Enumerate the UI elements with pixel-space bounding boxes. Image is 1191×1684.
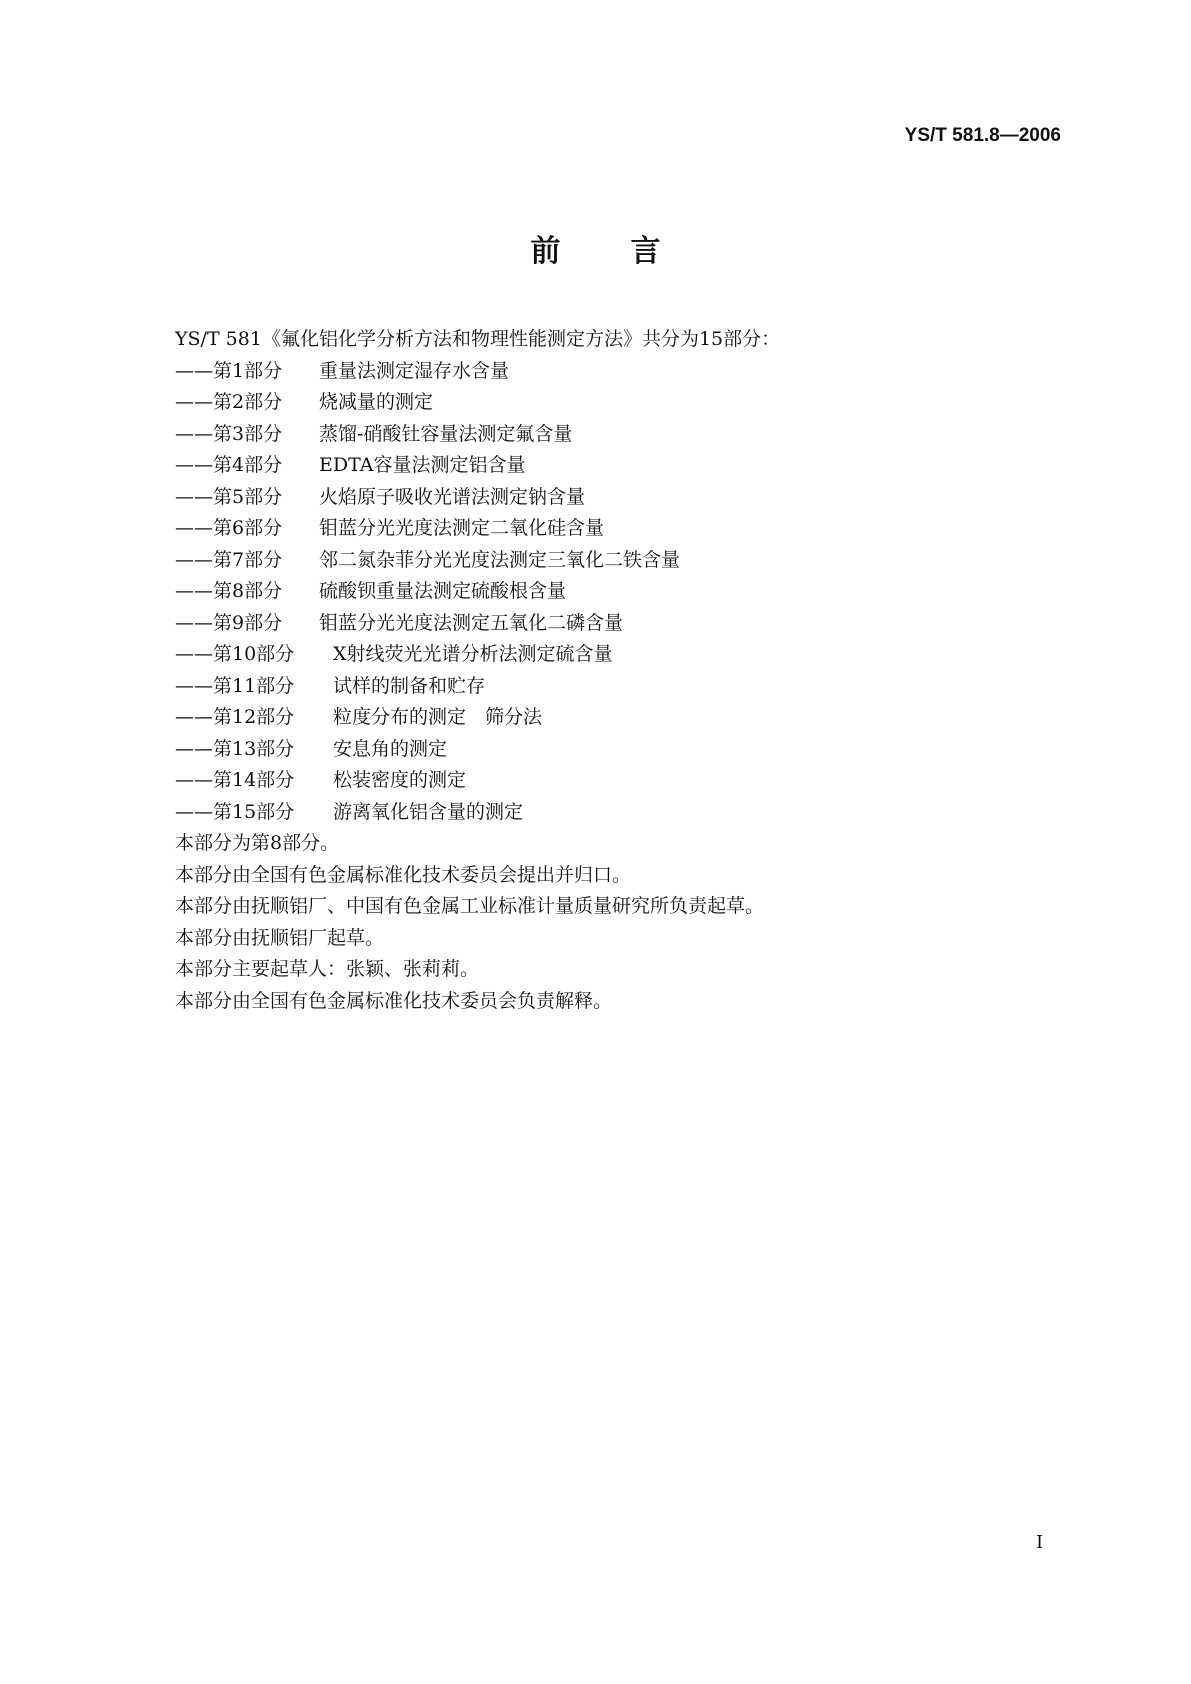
part-title: 钼蓝分光光度法测定二氧化硅含量 bbox=[319, 517, 605, 539]
part-label: ——第6部分 bbox=[175, 517, 283, 539]
list-item bbox=[175, 545, 1035, 577]
foreword-body bbox=[175, 324, 1035, 1017]
list-item bbox=[175, 639, 1035, 671]
part-title: 蒸馏-硝酸钍容量法测定氟含量 bbox=[319, 422, 573, 445]
parts-list bbox=[175, 356, 1035, 829]
list-item bbox=[175, 513, 1035, 545]
part-title: 火焰原子吸收光谱法测定钠含量 bbox=[319, 485, 586, 508]
part-title: 钼蓝分光光度法测定五氧化二磷含量 bbox=[319, 611, 624, 634]
paragraph: 本部分由全国有色金属标准化技术委员会提出并归口。 bbox=[175, 863, 632, 886]
part-title: 安息角的测定 bbox=[333, 737, 448, 760]
paragraph: 本部分主要起草人：张颖、张莉莉。 bbox=[175, 958, 480, 980]
part-title: 松装密度的测定 bbox=[333, 769, 467, 791]
list-item bbox=[175, 671, 1035, 703]
part-title: 烧减量的测定 bbox=[319, 391, 434, 413]
part-title: EDTA容量法测定铝含量 bbox=[319, 454, 526, 476]
paragraph: 本部分由抚顺铝厂起草。 bbox=[175, 926, 385, 949]
list-item bbox=[175, 734, 1035, 766]
part-label: ——第5部分 bbox=[175, 485, 283, 508]
list-item bbox=[175, 765, 1035, 797]
list-item bbox=[175, 419, 1035, 451]
list-item bbox=[175, 356, 1035, 388]
part-label: ——第4部分 bbox=[175, 454, 283, 476]
part-label: ——第3部分 bbox=[175, 422, 283, 445]
intro-line: YS/T 581《氟化铝化学分析方法和物理性能测定方法》共分为15部分： bbox=[175, 328, 781, 350]
part-title: 邻二氮杂菲分光光度法测定三氧化二铁含量 bbox=[319, 548, 681, 571]
part-title: X射线荧光光谱分析法测定硫含量 bbox=[333, 643, 613, 665]
part-title: 游离氧化铝含量的测定 bbox=[333, 800, 524, 823]
paragraph: 本部分为第8部分。 bbox=[175, 832, 340, 854]
part-label: ——第7部分 bbox=[175, 548, 283, 571]
part-label: ——第12部分 bbox=[175, 706, 295, 728]
list-item bbox=[175, 387, 1035, 419]
list-item bbox=[175, 608, 1035, 640]
list-item bbox=[175, 702, 1035, 734]
part-label: ——第15部分 bbox=[175, 800, 295, 823]
part-label: ——第2部分 bbox=[175, 391, 283, 413]
part-title: 重量法测定湿存水含量 bbox=[319, 359, 510, 382]
part-label: ——第11部分 bbox=[175, 674, 295, 697]
paragraph: 本部分由抚顺铝厂、中国有色金属工业标准计量质量研究所负责起草。 bbox=[175, 895, 765, 917]
part-label: ——第9部分 bbox=[175, 611, 283, 634]
page-title: 前言 bbox=[530, 234, 731, 269]
document-code: YS/T 581.8—2006 bbox=[904, 125, 1061, 146]
part-label: ——第13部分 bbox=[175, 737, 295, 760]
part-label: ——第10部分 bbox=[175, 643, 295, 665]
part-label: ——第8部分 bbox=[175, 580, 283, 602]
part-title: 试样的制备和贮存 bbox=[333, 674, 486, 697]
list-item bbox=[175, 450, 1035, 482]
part-label: ——第14部分 bbox=[175, 769, 295, 791]
part-title: 粒度分布的测定 筛分法 bbox=[333, 706, 543, 728]
part-title: 硫酸钡重量法测定硫酸根含量 bbox=[319, 580, 567, 602]
page-number: I bbox=[1036, 1532, 1044, 1553]
list-item bbox=[175, 797, 1035, 829]
part-label: ——第1部分 bbox=[175, 359, 283, 382]
paragraph: 本部分由全国有色金属标准化技术委员会负责解释。 bbox=[175, 989, 613, 1012]
list-item bbox=[175, 482, 1035, 514]
list-item bbox=[175, 576, 1035, 608]
